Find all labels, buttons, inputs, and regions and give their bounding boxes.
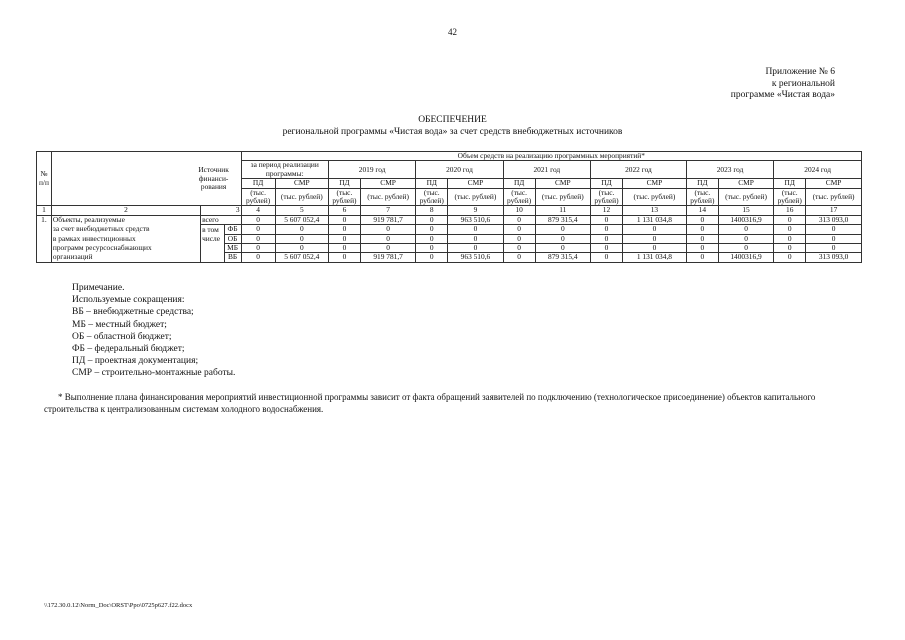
colnum: 8 — [416, 206, 448, 215]
header-unit: (тыс. рублей) — [591, 188, 623, 206]
colnum: 10 — [503, 206, 535, 215]
note-line: Используемые сокращения: — [72, 295, 185, 306]
cell: 0 — [774, 225, 806, 234]
header-year-2023: 2023 год — [686, 161, 773, 179]
cell: 0 — [448, 225, 503, 234]
cell: 0 — [503, 225, 535, 234]
source-ob: ОБ — [224, 234, 241, 243]
object-text-line-1: Объекты, реализуемые — [51, 215, 200, 224]
cell: 0 — [774, 215, 806, 224]
header-pd: ПД — [591, 179, 623, 188]
cell: 0 — [503, 253, 535, 262]
cell: 0 — [416, 215, 448, 224]
header-unit: (тыс. рублей) — [360, 188, 415, 206]
header-year-2024: 2024 год — [774, 161, 862, 179]
source-fb: ФБ — [224, 225, 241, 234]
colnum: 5 — [275, 206, 328, 215]
cell: 1 131 034,8 — [622, 215, 686, 224]
header-smr: СМР — [806, 179, 862, 188]
colnum: 7 — [360, 206, 415, 215]
header-year-2019: 2019 год — [328, 161, 415, 179]
note-line: ВБ – внебюджетные средства; — [72, 307, 194, 318]
source-vb: ВБ — [224, 253, 241, 262]
note-line: ФБ – федеральный бюджет; — [72, 344, 185, 355]
file-path: \\172.30.0.12\Norm_Doc\ORST\Ppo\0725p627.f22.docx — [44, 602, 193, 609]
note-line: СМР – строительно-монтажные работы. — [72, 368, 236, 379]
cell: 0 — [241, 225, 275, 234]
cell: 0 — [328, 244, 360, 253]
cell: 1400316,9 — [718, 215, 773, 224]
table-row-vb — [37, 253, 862, 262]
cell: 313 093,0 — [806, 215, 862, 224]
cell: 0 — [718, 234, 773, 243]
cell: 0 — [686, 215, 718, 224]
title-line-2: региональной программы «Чистая вода» за счет средств внебюджетных источников — [282, 127, 623, 137]
appendix-line-2: к региональной — [771, 78, 835, 89]
header-num: № п/п — [37, 152, 52, 206]
note-line: ОБ – областной бюджет; — [72, 331, 172, 342]
colnum: 16 — [774, 206, 806, 215]
colnum: 6 — [328, 206, 360, 215]
colnum: 9 — [448, 206, 503, 215]
source-total-label: всего — [201, 215, 242, 224]
header-source-text: Источник финанси-рования — [198, 165, 229, 191]
cell: 0 — [503, 234, 535, 243]
number-label: числе — [201, 234, 224, 243]
header-volume: Объем средств на реализацию программных мероприятий* — [241, 152, 861, 161]
cell: 0 — [591, 215, 623, 224]
colnum: 1 — [37, 206, 52, 215]
financing-table — [36, 151, 862, 263]
cell: 0 — [448, 234, 503, 243]
object-text-line-3: в рамках инвестиционных — [51, 234, 200, 243]
cell: 0 — [328, 234, 360, 243]
cell: 0 — [360, 225, 415, 234]
cell: 0 — [806, 234, 862, 243]
object-text-line-4: программ ресурсоснабжающих — [51, 244, 200, 253]
page-number: 42 — [448, 27, 457, 37]
footnote: * Выполнение плана финансирования мероприятий инвестиционной программы зависит от факта обращений заявителей по подключению (технологическое присоединение) объектов капитального строительства к централизованным системам холодного водоснабжения. — [44, 392, 816, 414]
header-unit: (тыс. рублей) — [275, 188, 328, 206]
cell: 0 — [328, 225, 360, 234]
cell: 879 315,4 — [535, 253, 590, 262]
header-unit: (тыс. рублей) — [535, 188, 590, 206]
cell: 0 — [535, 234, 590, 243]
header-pd: ПД — [686, 179, 718, 188]
header-smr: СМР — [622, 179, 686, 188]
header-period: за период реализации программы: — [241, 161, 328, 179]
colnum: 15 — [718, 206, 773, 215]
cell: 0 — [241, 244, 275, 253]
header-smr: СМР — [448, 179, 503, 188]
cell: 0 — [591, 234, 623, 243]
header-pd: ПД — [503, 179, 535, 188]
header-unit: (тыс. рублей) — [718, 188, 773, 206]
object-text-line-2: за счет внебюджетных средств — [51, 225, 200, 234]
in-that-label: в том — [201, 225, 224, 234]
cell: 879 315,4 — [535, 215, 590, 224]
header-unit: (тыс. рублей) — [448, 188, 503, 206]
table-row-total — [37, 215, 862, 224]
table-row-mb — [37, 244, 862, 253]
cell: 0 — [241, 253, 275, 262]
cell: 313 093,0 — [806, 253, 862, 262]
cell: 0 — [622, 244, 686, 253]
header-source — [51, 152, 241, 206]
header-unit: (тыс. рублей) — [774, 188, 806, 206]
cell: 0 — [535, 225, 590, 234]
cell: 0 — [503, 244, 535, 253]
header-year-2022: 2022 год — [591, 161, 687, 179]
cell: 0 — [275, 225, 328, 234]
cell: 1400316,9 — [718, 253, 773, 262]
notes-block — [72, 282, 235, 380]
cell: 0 — [503, 215, 535, 224]
column-number-row — [37, 206, 862, 215]
colnum: 12 — [591, 206, 623, 215]
cell: 0 — [774, 244, 806, 253]
cell: 0 — [416, 225, 448, 234]
header-pd: ПД — [774, 179, 806, 188]
cell: 5 607 052,4 — [275, 253, 328, 262]
header-smr: СМР — [275, 179, 328, 188]
cell: 0 — [718, 244, 773, 253]
cell: 0 — [622, 234, 686, 243]
note-line: ПД – проектная документация; — [72, 356, 199, 367]
object-text-line-5: организаций — [51, 253, 200, 262]
cell: 0 — [622, 225, 686, 234]
header-pd: ПД — [241, 179, 275, 188]
appendix-reference — [731, 67, 835, 102]
cell: 0 — [416, 234, 448, 243]
cell: 0 — [686, 234, 718, 243]
table-row-fb — [37, 225, 862, 234]
cell: 0 — [416, 244, 448, 253]
cell: 919 781,7 — [360, 253, 415, 262]
cell: 0 — [591, 253, 623, 262]
cell: 5 607 052,4 — [275, 215, 328, 224]
appendix-line-3: программе «Чистая вода» — [730, 90, 835, 100]
colnum: 17 — [806, 206, 862, 215]
cell: 0 — [360, 244, 415, 253]
document-title — [0, 114, 905, 138]
cell: 0 — [806, 244, 862, 253]
cell: 0 — [686, 225, 718, 234]
header-smr: СМР — [360, 179, 415, 188]
cell: 0 — [275, 234, 328, 243]
row-number: 1. — [37, 215, 52, 262]
cell: 0 — [241, 215, 275, 224]
title-line-1: ОБЕСПЕЧЕНИЕ — [418, 115, 487, 125]
header-pd: ПД — [416, 179, 448, 188]
header-unit: (тыс. рублей) — [416, 188, 448, 206]
header-unit: (тыс. рублей) — [503, 188, 535, 206]
cell: 0 — [416, 253, 448, 262]
header-pd: ПД — [328, 179, 360, 188]
table-row-ob — [37, 234, 862, 243]
cell: 0 — [686, 253, 718, 262]
cell: 0 — [448, 244, 503, 253]
cell: 0 — [535, 244, 590, 253]
cell: 963 510,6 — [448, 215, 503, 224]
cell: 0 — [275, 244, 328, 253]
colnum: 11 — [535, 206, 590, 215]
header-unit: (тыс. рублей) — [686, 188, 718, 206]
cell: 0 — [806, 225, 862, 234]
header-year-2021: 2021 год — [503, 161, 590, 179]
cell: 963 510,6 — [448, 253, 503, 262]
cell: 0 — [774, 253, 806, 262]
cell: 0 — [774, 234, 806, 243]
header-smr: СМР — [535, 179, 590, 188]
header-unit: (тыс. рублей) — [622, 188, 686, 206]
cell: 0 — [591, 225, 623, 234]
cell: 0 — [328, 253, 360, 262]
cell: 919 781,7 — [360, 215, 415, 224]
colnum: 3 — [201, 206, 242, 215]
header-unit: (тыс. рублей) — [241, 188, 275, 206]
header-smr: СМР — [718, 179, 773, 188]
blank-cell — [201, 253, 224, 262]
colnum: 13 — [622, 206, 686, 215]
cell: 1 131 034,8 — [622, 253, 686, 262]
colnum: 4 — [241, 206, 275, 215]
cell: 0 — [591, 244, 623, 253]
header-unit: (тыс. рублей) — [806, 188, 862, 206]
header-year-2020: 2020 год — [416, 161, 503, 179]
cell: 0 — [328, 215, 360, 224]
cell: 0 — [686, 244, 718, 253]
note-line: Примечание. — [72, 283, 125, 293]
source-mb: МБ — [224, 244, 241, 253]
cell: 0 — [360, 234, 415, 243]
appendix-line-1: Приложение № 6 — [765, 67, 835, 77]
cell: 0 — [718, 225, 773, 234]
colnum: 14 — [686, 206, 718, 215]
blank-cell — [201, 244, 224, 253]
colnum: 2 — [51, 206, 200, 215]
header-unit: (тыс. рублей) — [328, 188, 360, 206]
cell: 0 — [241, 234, 275, 243]
note-line: МБ – местный бюджет; — [72, 319, 167, 330]
